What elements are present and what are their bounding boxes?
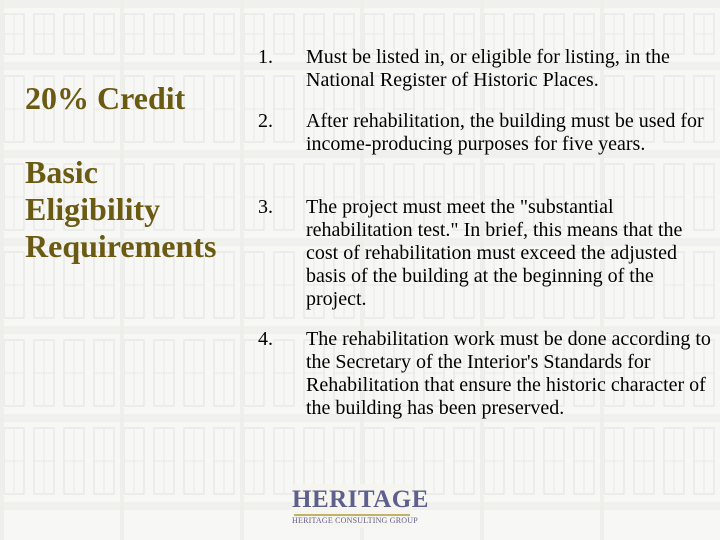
heading-line-requirements: Requirements [25,228,217,264]
heritage-logo [292,484,429,528]
logo-tagline: HERITAGE CONSULTING GROUP [292,516,418,525]
requirement-number: 1. [258,46,273,68]
requirement-text: The rehabilitation work must be done according to the Secretary of the Interior's Standards for Rehabilitation that ensure the historic character of the building has been preserved. [306,328,711,419]
requirement-number: 3. [258,196,273,218]
section-heading [25,154,216,265]
requirement-number: 4. [258,328,273,350]
requirement-number: 2. [258,110,273,132]
heading-line-basic: Basic [25,154,98,190]
requirement-text: After rehabilitation, the building must be used for income-producing purposes for five years. [306,110,704,155]
requirement-text: Must be listed in, or eligible for listing, in the National Register of Historic Places. [306,46,670,91]
heading-line-eligibility: Eligibility [25,191,161,227]
credit-title: 20% Credit [25,80,186,116]
requirement-text: The project must meet the "substantial rehabilitation test." In brief, this means that the cost of rehabilitation must exceed the adjusted basis of the building at the beginning of the project. [306,196,683,310]
logo-wordmark: HERITAGE [292,486,429,513]
